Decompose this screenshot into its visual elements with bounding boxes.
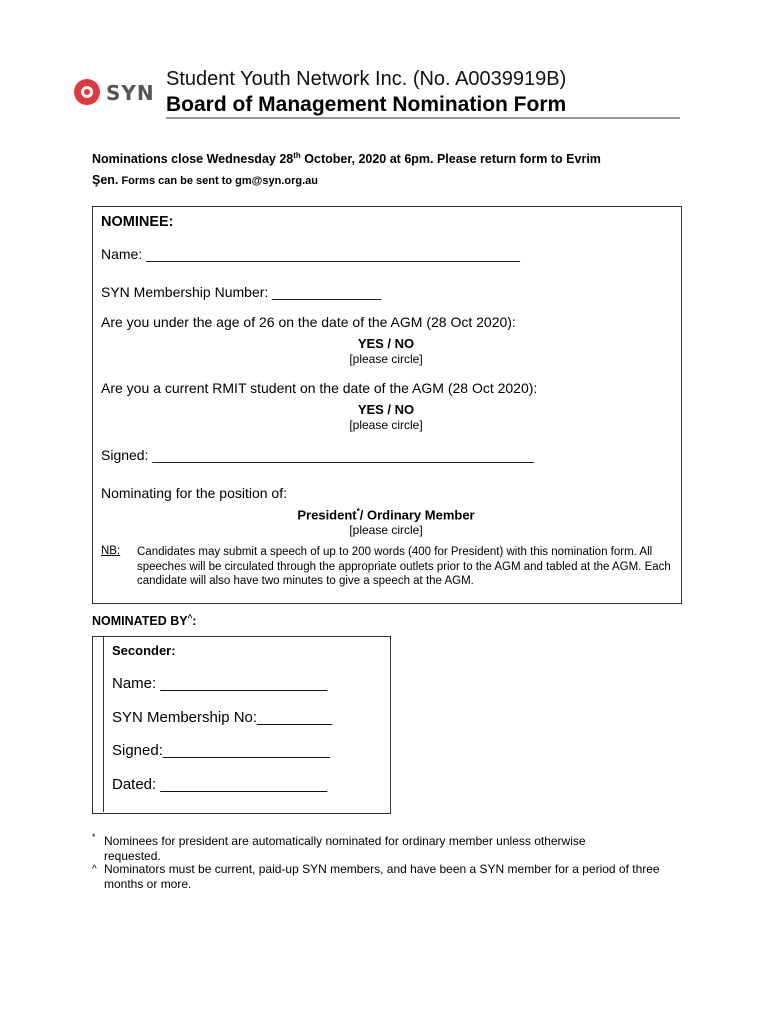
age-yes-no[interactable]: YES / NO <box>357 336 415 351</box>
footnote-1-mark: * <box>92 832 96 842</box>
footnote-2-text: Nominators must be current, paid-up SYN members, and have been a SYN member for a period of three months or more. <box>104 862 660 891</box>
logo-circle-icon <box>74 79 100 105</box>
org-name: Student Youth Network Inc. (No. A0039919B) <box>166 68 567 90</box>
nominated-by-heading <box>92 613 196 628</box>
title-rule <box>166 117 680 119</box>
age-please-circle: [please circle] <box>349 352 423 366</box>
logo-text: SYN <box>106 81 155 105</box>
notice-name: Şen. <box>92 173 119 187</box>
position-president: President <box>297 507 357 523</box>
rmit-please-circle: [please circle] <box>349 418 423 432</box>
nb-label: NB: <box>101 545 121 557</box>
syn-logo <box>74 79 155 107</box>
notice-email-text: Forms can be sent to gm@syn.org.au <box>118 175 319 187</box>
president-footnote-mark: * <box>356 507 360 516</box>
nominee-membership-field[interactable]: SYN Membership Number: ______________ <box>101 284 382 300</box>
nominee-heading: NOMINEE: <box>101 214 174 230</box>
seconder-membership-field[interactable]: SYN Membership No:_________ <box>112 709 333 726</box>
position-please-circle: [please circle] <box>349 523 423 537</box>
footnote-2-mark: ^ <box>92 864 97 875</box>
seconder-signed-field[interactable]: Signed:____________________ <box>112 742 330 759</box>
rmit-yes-no[interactable]: YES / NO <box>357 402 415 417</box>
notice-line-1 <box>92 151 601 166</box>
nominated-by-colon: : <box>192 614 197 629</box>
footnote-1-text: Nominees for president are automatically nominated for ordinary member unless otherwise requested. <box>104 834 586 863</box>
nominee-name-field[interactable]: Name: ________________________________________________ <box>101 246 520 262</box>
seconder-name-field[interactable]: Name: ____________________ <box>112 675 328 692</box>
seconder-heading: Seconder: <box>112 643 176 658</box>
nominee-signed-field[interactable]: Signed: _________________________________________________ <box>101 447 534 463</box>
age-question: Are you under the age of 26 on the date of the AGM (28 Oct 2020): <box>101 314 516 330</box>
notice-text: Nominations close Wednesday 28th October, 2020 at 6pm. Please return form to Evrim <box>92 151 601 167</box>
notice-line-2 <box>92 173 318 187</box>
seconder-left-rule <box>103 636 104 812</box>
position-ordinary: / Ordinary Member <box>359 507 475 523</box>
nominator-footnote-mark: ^ <box>187 613 193 622</box>
page-title: Board of Management Nomination Form <box>166 93 567 116</box>
nominated-by-label: NOMINATED BY <box>92 614 188 629</box>
nb-text: Candidates may submit a speech of up to 200 words (400 for President) with this nomination form. All speeches will be circulated through the appropriate outlets prior to the AGM and tabled at the AGM. Each candidate will also have two minutes to give a speech at the AGM. <box>137 546 671 587</box>
position-question: Nominating for the position of: <box>101 485 287 501</box>
seconder-dated-field[interactable]: Dated: ____________________ <box>112 776 328 793</box>
position-options[interactable] <box>92 507 680 522</box>
ordinal-suffix: th <box>293 151 301 160</box>
rmit-question: Are you a current RMIT student on the date of the AGM (28 Oct 2020): <box>101 380 538 396</box>
